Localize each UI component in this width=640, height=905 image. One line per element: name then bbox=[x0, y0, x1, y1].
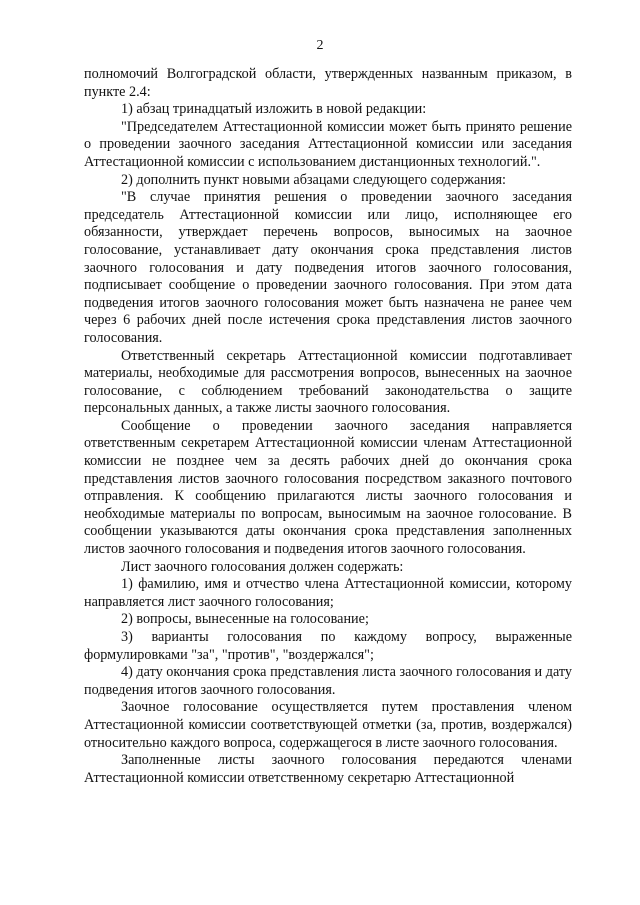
paragraph-notice-sending: Сообщение о проведении заочного заседания направляется ответственным секретарем Аттестационной комиссии членам Аттестационной комиссии не позднее чем за десять рабочих дней до окончания срока представления листов заочного голосования посредством заказного почтового отправления. К сообщению прилагаются листы заочного голосования и необходимые материалы по вопросам, выносимым на заочное голосование. В сообщении указываются даты окончания срока представления заполненных листов заочного голосования и подведения итогов заочного голосования. bbox=[84, 417, 572, 558]
paragraph-voting-procedure: Заочное голосование осуществляется путем проставления членом Аттестационной комиссии соответствующей отметки (за, против, воздержался) относительно каждого вопроса, содержащегося в листе заочного голосования. bbox=[84, 699, 572, 751]
paragraph-quoted-new-wording: "Председателем Аттестационной комиссии может быть принято решение о проведении заочного заседания Аттестационной комиссии или заседания Аттестационной комиссии с использованием дистанционных технологий.". bbox=[84, 118, 572, 170]
list-item-ballot-4: 4) дату окончания срока представления листа заочного голосования и дату подведения итогов заочного голосования. bbox=[84, 664, 572, 698]
paragraph-ballot-transfer: Заполненные листы заочного голосования передаются членами Аттестационной комиссии ответственному секретарю Аттестационной bbox=[84, 752, 572, 786]
list-item-ballot-3: 3) варианты голосования по каждому вопросу, выраженные формулировками "за", "против", "воздержался"; bbox=[84, 629, 572, 663]
paragraph-ballot-contents: Лист заочного голосования должен содержать: bbox=[121, 558, 404, 575]
paragraph-continuation: полномочий Волгоградской области, утвержденных названным приказом, в пункте 2.4: bbox=[84, 66, 572, 100]
paragraph-secretary-materials: Ответственный секретарь Аттестационной комиссии подготавливает материалы, необходимые для рассмотрения вопросов, вынесенных на заочное голосование, с соблюдением требований законодательства о защите персональных данных, а также листы заочного голосования. bbox=[84, 347, 572, 417]
list-item-ballot-2: 2) вопросы, вынесенные на голосование; bbox=[121, 611, 369, 628]
page-number: 2 bbox=[316, 38, 324, 53]
paragraph-item-1: 1) абзац тринадцатый изложить в новой редакции: bbox=[121, 101, 427, 118]
document-body bbox=[84, 66, 572, 787]
paragraph-remote-meeting-decision: "В случае принятия решения о проведении заочного заседания председатель Аттестационной комиссии или лицо, исполняющее его обязанности, утверждает перечень вопросов, выносимых на заочное голосование, устанавливает дату окончания срока представления листов заочного голосования и дату подведения итогов заочного голосования, подписывает сообщение о проведении заочного голосования. При этом дата подведения итогов заочного голосования может быть назначена не ранее чем через 6 рабочих дней после истечения срока представления листов заочного голосования. bbox=[84, 189, 572, 346]
list-item-ballot-1: 1) фамилию, имя и отчество члена Аттестационной комиссии, которому направляется лист заочного голосования; bbox=[84, 576, 572, 610]
paragraph-item-2: 2) дополнить пункт новыми абзацами следующего содержания: bbox=[121, 171, 506, 188]
